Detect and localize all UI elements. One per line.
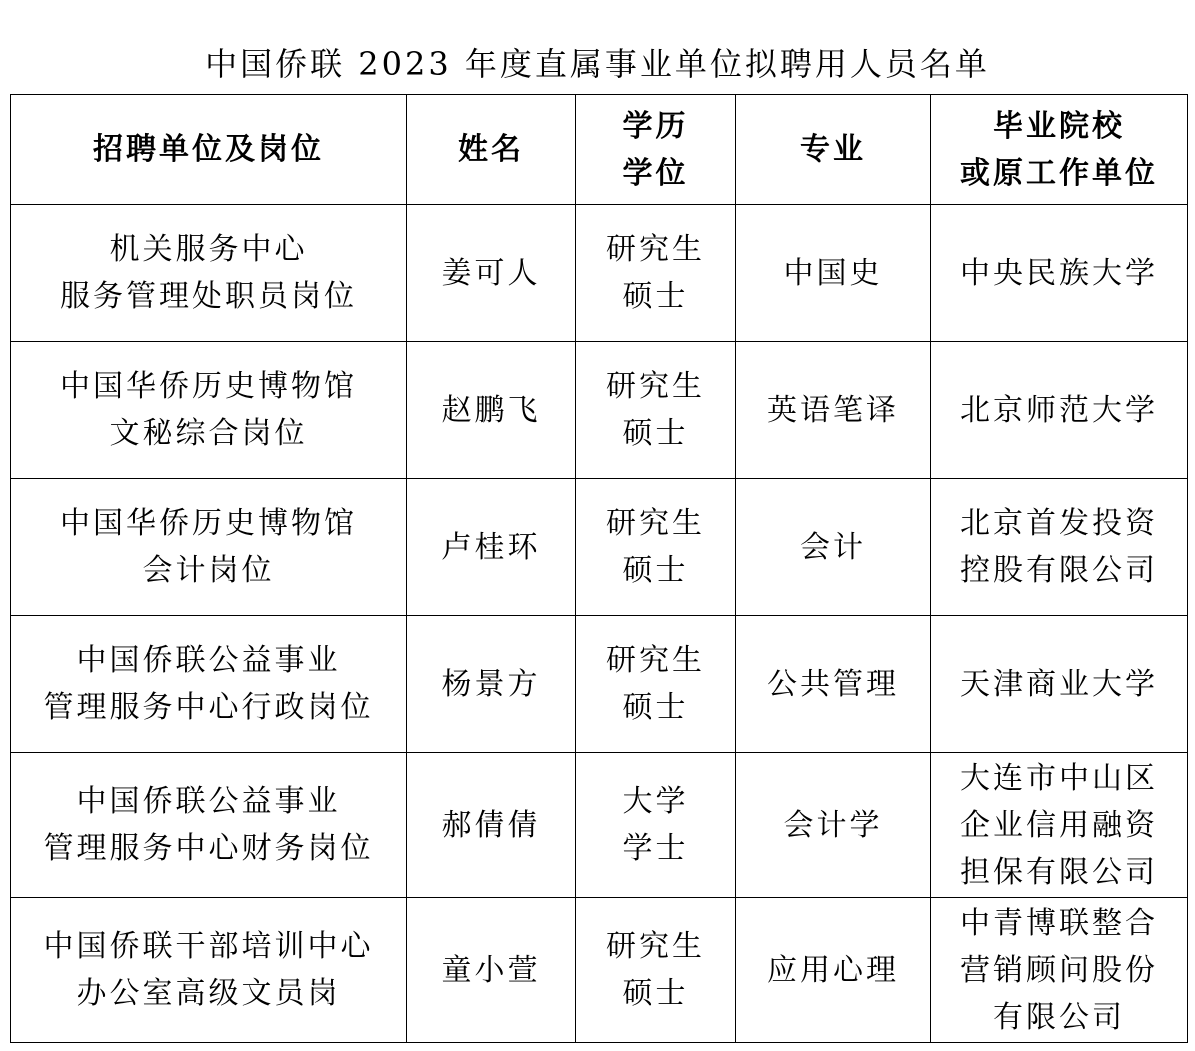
cell-line: 文秘综合岗位 xyxy=(109,416,308,451)
table-row xyxy=(11,616,1188,753)
table-row xyxy=(11,342,1188,479)
cell-unit-position xyxy=(11,479,407,616)
cell-line: 担保有限公司 xyxy=(960,854,1158,890)
cell-major xyxy=(736,342,931,479)
cell-line: 会计岗位 xyxy=(142,553,275,588)
cell-line: 公共管理 xyxy=(767,666,899,702)
cell-major xyxy=(736,616,931,753)
cell-line: 天津商业大学 xyxy=(960,666,1158,702)
cell-major xyxy=(736,205,931,342)
cell-line: 中国侨联公益事业 xyxy=(76,643,341,678)
cell-unit-position xyxy=(11,898,407,1043)
personnel-table xyxy=(10,94,1188,1043)
table-row xyxy=(11,898,1188,1043)
cell-line: 童小萱 xyxy=(441,952,541,988)
cell-unit-position xyxy=(11,616,407,753)
header-name xyxy=(407,95,576,205)
cell-line: 研究生 xyxy=(606,643,705,678)
cell-line: 姜可人 xyxy=(441,255,541,291)
cell-line: 硕士 xyxy=(622,690,689,725)
header-line: 毕业院校 xyxy=(993,108,1125,144)
cell-degree xyxy=(576,898,736,1043)
cell-major xyxy=(736,753,931,898)
cell-school xyxy=(931,342,1188,479)
cell-line: 硕士 xyxy=(622,553,689,588)
cell-line: 会计学 xyxy=(783,807,883,843)
cell-line: 中国华侨历史博物馆 xyxy=(60,506,357,541)
cell-line: 有限公司 xyxy=(993,999,1125,1035)
table-header-row xyxy=(11,95,1188,205)
table-row xyxy=(11,205,1188,342)
cell-line: 卢桂环 xyxy=(441,529,541,565)
cell-name xyxy=(407,753,576,898)
cell-line: 研究生 xyxy=(606,232,705,267)
table-row xyxy=(11,753,1188,898)
cell-line: 营销顾问股份 xyxy=(960,952,1158,988)
cell-line: 应用心理 xyxy=(767,952,899,988)
cell-line: 中青博联整合 xyxy=(960,905,1158,941)
cell-name xyxy=(407,898,576,1043)
cell-line: 机关服务中心 xyxy=(109,232,308,267)
cell-name xyxy=(407,342,576,479)
cell-line: 硕士 xyxy=(622,976,689,1011)
header-line: 学历 xyxy=(622,108,689,144)
cell-degree xyxy=(576,616,736,753)
cell-name xyxy=(407,205,576,342)
cell-line: 北京首发投资 xyxy=(960,506,1158,541)
cell-school xyxy=(931,898,1188,1043)
cell-line: 中国华侨历史博物馆 xyxy=(60,369,357,404)
cell-line: 杨景方 xyxy=(441,666,541,702)
cell-line: 中国侨联公益事业 xyxy=(76,784,341,819)
cell-line: 研究生 xyxy=(606,929,705,964)
cell-name xyxy=(407,616,576,753)
cell-line: 企业信用融资 xyxy=(960,807,1158,843)
cell-line: 会计 xyxy=(800,529,866,565)
header-unit-position xyxy=(11,95,407,205)
cell-line: 中央民族大学 xyxy=(960,255,1158,291)
cell-line: 北京师范大学 xyxy=(960,392,1158,428)
cell-school xyxy=(931,616,1188,753)
cell-line: 大学 xyxy=(622,784,689,819)
cell-line: 英语笔译 xyxy=(767,392,899,428)
cell-school xyxy=(931,753,1188,898)
header-line: 专业 xyxy=(800,132,866,167)
header-line: 或原工作单位 xyxy=(960,155,1158,191)
cell-degree xyxy=(576,205,736,342)
header-major xyxy=(736,95,931,205)
cell-degree xyxy=(576,479,736,616)
cell-line: 控股有限公司 xyxy=(960,553,1158,588)
header-line: 学位 xyxy=(622,155,689,191)
cell-name xyxy=(407,479,576,616)
cell-major xyxy=(736,898,931,1043)
cell-major xyxy=(736,479,931,616)
cell-line: 学士 xyxy=(622,831,689,866)
cell-line: 服务管理处职员岗位 xyxy=(60,279,357,314)
cell-line: 管理服务中心行政岗位 xyxy=(43,690,374,725)
cell-line: 研究生 xyxy=(606,506,705,541)
cell-line: 赵鹏飞 xyxy=(441,392,541,428)
cell-unit-position xyxy=(11,205,407,342)
cell-line: 硕士 xyxy=(622,279,689,314)
cell-unit-position xyxy=(11,342,407,479)
cell-degree xyxy=(576,342,736,479)
cell-line: 研究生 xyxy=(606,369,705,404)
cell-line: 管理服务中心财务岗位 xyxy=(43,831,374,866)
cell-degree xyxy=(576,753,736,898)
table-row xyxy=(11,479,1188,616)
cell-line: 中国侨联干部培训中心 xyxy=(43,929,374,964)
header-line: 姓名 xyxy=(458,132,524,167)
cell-line: 硕士 xyxy=(622,416,689,451)
cell-line: 大连市中山区 xyxy=(960,760,1158,796)
cell-line: 办公室高级文员岗 xyxy=(76,976,341,1011)
cell-school xyxy=(931,205,1188,342)
header-line: 招聘单位及岗位 xyxy=(93,132,324,167)
header-degree xyxy=(576,95,736,205)
cell-line: 郝倩倩 xyxy=(441,807,541,843)
header-school xyxy=(931,95,1188,205)
cell-school xyxy=(931,479,1188,616)
page-title: 中国侨联 2023 年度直属事业单位拟聘用人员名单 xyxy=(205,45,990,83)
cell-unit-position xyxy=(11,753,407,898)
cell-line: 中国史 xyxy=(783,255,883,291)
